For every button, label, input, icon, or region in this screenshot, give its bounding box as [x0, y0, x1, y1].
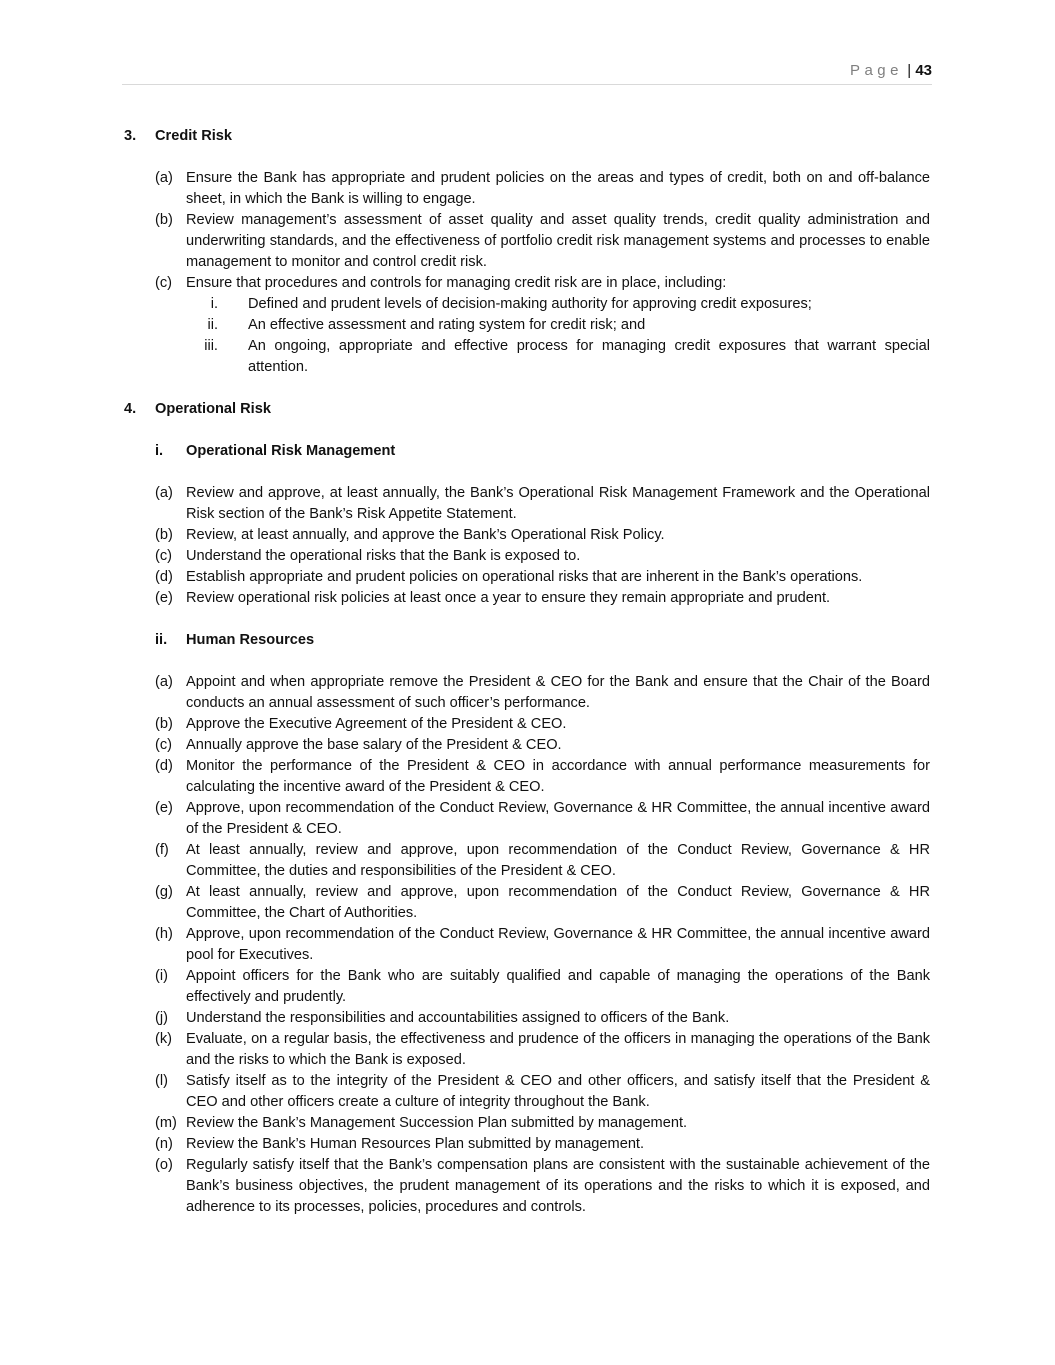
- item-text: Understand the operational risks that the Bank is exposed to.: [186, 548, 581, 564]
- item-text: Appoint officers for the Bank who are suitably qualified and capable of managing the operations of the Bank effectively and prudently.: [186, 968, 930, 1005]
- item-label: (f): [155, 842, 169, 858]
- list-item: [124, 1029, 930, 1071]
- sub-item-label: iii.: [204, 338, 218, 354]
- list-item: [124, 483, 930, 525]
- item-label: (e): [155, 590, 173, 606]
- item-label: (m): [155, 1115, 177, 1131]
- item-text: Review operational risk policies at least once a year to ensure they remain appropriate and prudent.: [186, 590, 831, 606]
- list-item: [124, 210, 930, 273]
- list-item: [124, 1071, 930, 1113]
- item-text: Establish appropriate and prudent policies on operational risks that are inherent in the Bank’s operations.: [186, 569, 863, 585]
- list-item: [124, 546, 930, 567]
- section-heading: [124, 399, 930, 420]
- sub-item-text: An ongoing, appropriate and effective process for managing credit exposures that warrant special attention.: [248, 338, 930, 375]
- section-title: Operational Risk: [155, 401, 271, 417]
- subsection-number: ii.: [155, 632, 168, 648]
- subsection-number: i.: [155, 443, 164, 459]
- item-text: Review, at least annually, and approve the Bank’s Operational Risk Policy.: [186, 527, 665, 543]
- document-body: [124, 126, 930, 1218]
- list-item: [124, 1008, 930, 1029]
- item-text: Approve, upon recommendation of the Conduct Review, Governance & HR Committee, the annual incentive award of the President & CEO.: [186, 800, 930, 837]
- list-item: [124, 714, 930, 735]
- item-text: At least annually, review and approve, upon recommendation of the Conduct Review, Governance & HR Committee, the duties and responsibilities of the President & CEO.: [186, 842, 930, 879]
- item-text: Appoint and when appropriate remove the President & CEO for the Bank and ensure that the Chair of the Board conducts an annual assessment of such officer’s performance.: [186, 674, 930, 711]
- list-item: [124, 882, 930, 924]
- list-item: [124, 567, 930, 588]
- item-text: Annually approve the base salary of the President & CEO.: [186, 737, 562, 753]
- subsection-title: Human Resources: [186, 632, 315, 648]
- item-label: (n): [155, 1136, 173, 1152]
- item-text: Satisfy itself as to the integrity of the President & CEO and other officers, and satisfy itself that the President & CEO and other officers create a culture of integrity throughout the Bank.: [186, 1073, 930, 1110]
- section-number: 4.: [124, 401, 137, 417]
- item-label: (b): [155, 212, 173, 228]
- list-item: [124, 168, 930, 210]
- item-text: Review and approve, at least annually, the Bank’s Operational Risk Management Framework and the Operational Risk section of the Bank’s Risk Appetite Statement.: [186, 485, 930, 522]
- list-item: [124, 840, 930, 882]
- item-text: Regularly satisfy itself that the Bank’s compensation plans are consistent with the sustainable achievement of the Bank’s business objectives, the prudent management of its operations and the risks to which it is exposed, and adherence to its processes, policies, procedures and controls.: [186, 1157, 930, 1215]
- section-heading: [124, 126, 930, 147]
- item-text: Understand the responsibilities and accountabilities assigned to officers of the Bank.: [186, 1010, 730, 1026]
- item-text: Ensure that procedures and controls for managing credit risk are in place, including:: [186, 275, 727, 291]
- item-label: (c): [155, 737, 173, 753]
- item-text: At least annually, review and approve, upon recommendation of the Conduct Review, Governance & HR Committee, the Chart of Authorities.: [186, 884, 930, 921]
- item-text: Approve the Executive Agreement of the President & CEO.: [186, 716, 567, 732]
- sub-item-text: Defined and prudent levels of decision-making authority for approving credit exposures;: [248, 296, 812, 312]
- item-text: Review the Bank’s Human Resources Plan submitted by management.: [186, 1136, 645, 1152]
- list-item: [124, 735, 930, 756]
- item-label: (a): [155, 485, 173, 501]
- page-number-value: 43: [915, 62, 932, 79]
- item-text: Monitor the performance of the President & CEO in accordance with annual performance measurements for calculating the incentive award of the President & CEO.: [186, 758, 930, 795]
- list-item: [124, 798, 930, 840]
- section-title: Credit Risk: [155, 128, 233, 144]
- subsection-heading: [124, 630, 930, 651]
- item-label: (l): [155, 1073, 168, 1089]
- item-text: Evaluate, on a regular basis, the effectiveness and prudence of the officers in managing the operations of the Bank and the risks to which the Bank is exposed.: [186, 1031, 930, 1068]
- item-label: (a): [155, 674, 173, 690]
- page-label: Page: [849, 62, 903, 79]
- item-label: (c): [155, 548, 173, 564]
- sub-list-item: [124, 294, 930, 315]
- page-header: [122, 60, 932, 85]
- list-item: [124, 525, 930, 546]
- subsection-heading: [124, 441, 930, 462]
- item-label: (j): [155, 1010, 168, 1026]
- item-label: (o): [155, 1157, 173, 1173]
- item-label: (d): [155, 569, 173, 585]
- item-label: (h): [155, 926, 173, 942]
- item-label: (e): [155, 800, 173, 816]
- list-item: [124, 1113, 930, 1134]
- item-label: (g): [155, 884, 173, 900]
- list-item: [124, 1134, 930, 1155]
- item-label: (b): [155, 527, 173, 543]
- item-text: Approve, upon recommendation of the Conduct Review, Governance & HR Committee, the annual incentive award pool for Executives.: [186, 926, 930, 963]
- list-item: [124, 966, 930, 1008]
- item-text: Review management’s assessment of asset quality and asset quality trends, credit quality administration and underwriting standards, and the effectiveness of portfolio credit risk management systems and processes to enable management to monitor and control credit risk.: [186, 212, 930, 270]
- sub-item-label: i.: [210, 296, 218, 312]
- sub-item-text: An effective assessment and rating system for credit risk; and: [248, 317, 646, 333]
- item-label: (i): [155, 968, 168, 984]
- list-item: [124, 924, 930, 966]
- list-item: [124, 756, 930, 798]
- sub-list-item: [124, 336, 930, 378]
- section-number: 3.: [124, 128, 137, 144]
- item-label: (b): [155, 716, 173, 732]
- list-item: [124, 588, 930, 609]
- subsection-title: Operational Risk Management: [186, 443, 396, 459]
- list-item: [124, 273, 930, 294]
- item-label: (k): [155, 1031, 173, 1047]
- list-item: [124, 672, 930, 714]
- item-text: Review the Bank’s Management Succession Plan submitted by management.: [186, 1115, 688, 1131]
- page-number: | 43: [907, 62, 932, 79]
- item-label: (d): [155, 758, 173, 774]
- list-item: [124, 1155, 930, 1218]
- sub-item-label: ii.: [207, 317, 218, 333]
- item-label: (c): [155, 275, 173, 291]
- sub-list-item: [124, 315, 930, 336]
- item-text: Ensure the Bank has appropriate and prudent policies on the areas and types of credit, both on and off-balance sheet, in which the Bank is willing to engage.: [186, 170, 930, 207]
- item-label: (a): [155, 170, 173, 186]
